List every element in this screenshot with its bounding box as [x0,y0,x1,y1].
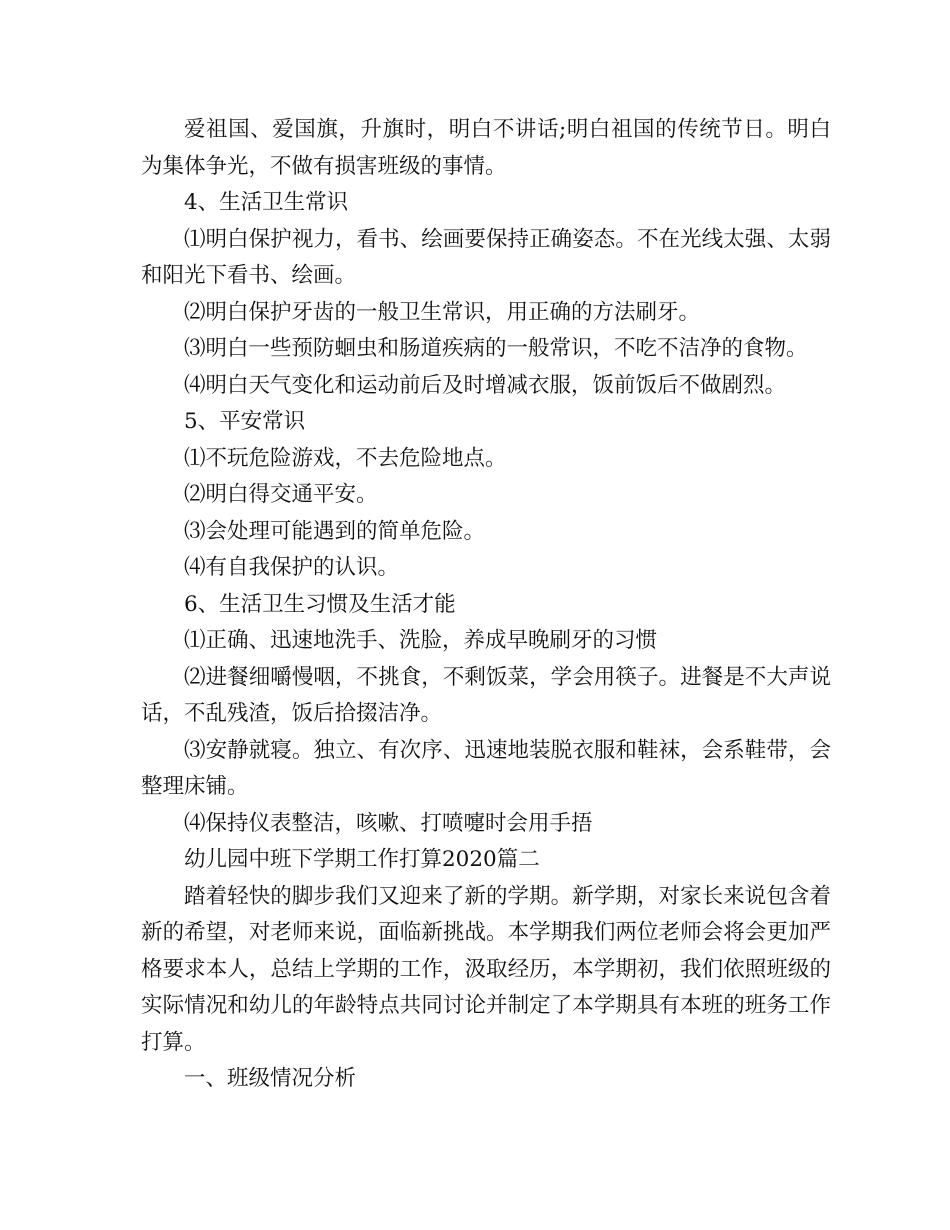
list-item-self-protection: ⑷有自我保护的认识。 [184,555,400,580]
section-heading-safety: 5、平安常识 [184,409,306,434]
article-title-part-two: 幼儿园中班下学期工作打算2020篇二 [184,847,540,872]
list-item-tidiness: ⑷保持仪表整洁，咳嗽、打喷嚏时会用手捂 [184,810,593,836]
list-item-eating: ⑵进餐细嚼慢咽，不挑食，不剩饭菜，学会用筷子。进餐是不大声说话，不乱残渣，饭后拾掇洁净。 [141,664,831,726]
list-item-no-danger: ⑴不玩危险游戏，不去危险地点。 [184,445,507,471]
section-heading-habits: 6、生活卫生习惯及生活才能 [184,591,456,617]
list-item-handle-danger: ⑶会处理可能遇到的简单危险。 [184,518,486,544]
list-item-eyesight: ⑴明白保护视力，看书、绘画要保持正确姿态。不在光线太强、太弱和阳光下看书、绘画。 [141,226,831,288]
list-item-clothing: ⑷明白天气变化和运动前后及时增减衣服，饭前饭后不做剧烈。 [184,372,787,398]
list-item-disease-prevention: ⑶明白一些预防蛔虫和肠道疾病的一般常识，不吃不洁净的食物。 [184,336,808,361]
paragraph-new-semester: 踏着轻快的脚步我们又迎来了新的学期。新学期，对家长来说包含着新的希望，对老师来说，面临新挑战。本学期我们两位老师会将会更加严格要求本人，总结上学期的工作，汲取经历，本学期初，我们依照班级的实际情况和幼儿的年龄特点共同讨论并制定了本学期具有本班的班务工作打算。 [141,883,831,1055]
list-item-traffic: ⑵明白得交通平安。 [184,482,378,507]
list-item-teeth: ⑵明白保护牙齿的一般卫生常识，用正确的方法刷牙。 [184,299,701,325]
list-item-washing: ⑴正确、迅速地洗手、洗脸，养成早晚刷牙的习惯 [184,628,658,653]
document-body [141,112,831,1098]
paragraph-patriotism: 爱祖国、爱国旗，升旗时，明白不讲话;明白祖国的传统节日。明白为集体争光，不做有损害班级的事情。 [141,117,831,179]
section-heading-hygiene-knowledge: 4、生活卫生常识 [184,190,349,215]
section-heading-class-analysis: 一、班级情况分析 [184,1066,357,1091]
list-item-sleeping: ⑶安静就寝。独立、有次序、迅速地装脱衣服和鞋袜，会系鞋带，会整理床铺。 [141,737,831,799]
